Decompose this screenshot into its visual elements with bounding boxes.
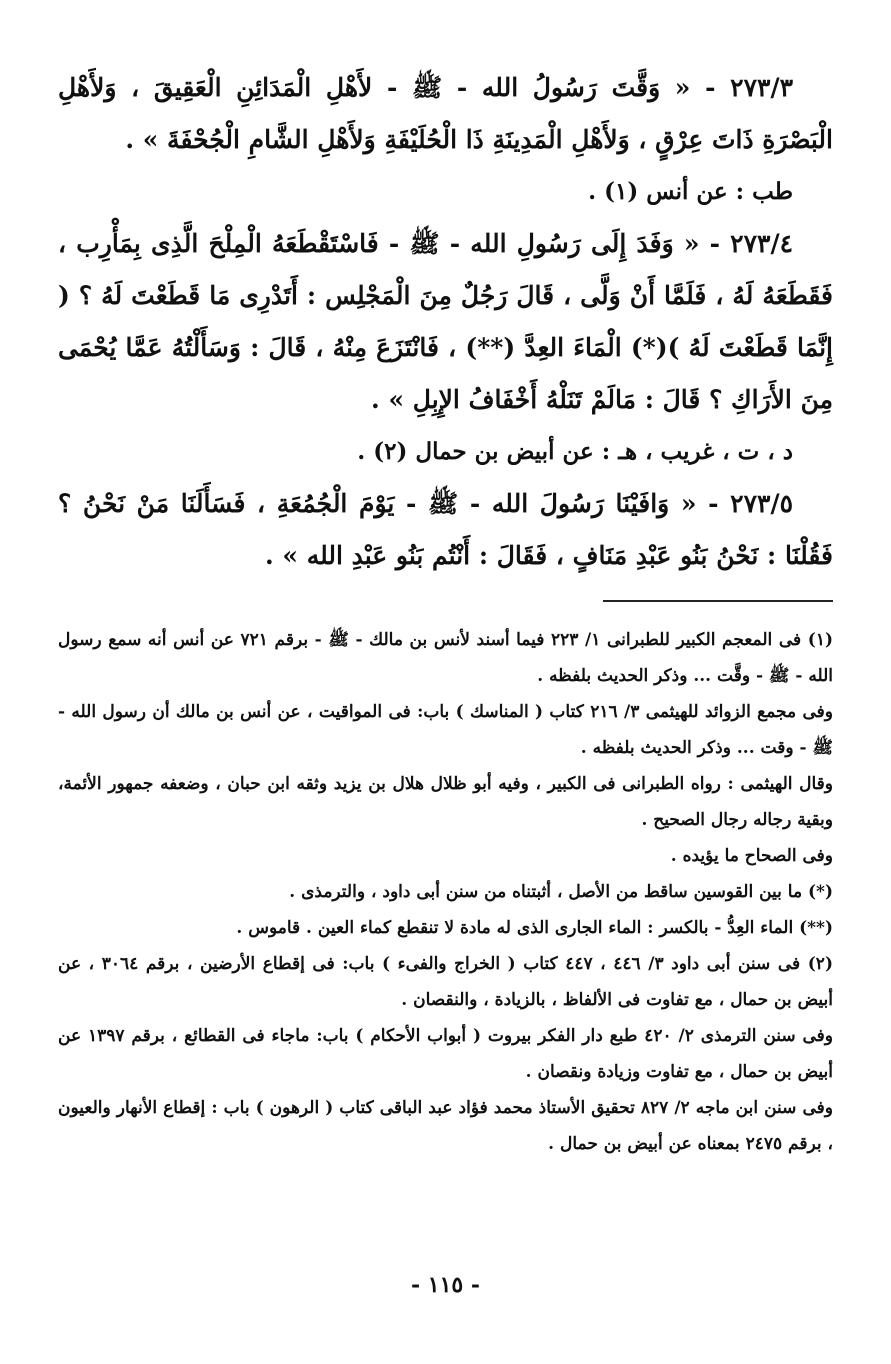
footnote-1-haythami: وقال الهيثمى : رواه الطبرانى فى الكبير ، وفيه أبو ظلال هلال بن يزيد وثقه ابن حبان ، وضعفه جمهور الأئمة، وبقية رجاله رجال الصحيح . <box>58 774 833 830</box>
hadith-273-4-source: د ، ت ، غريب ، هـ : عن أبيض بن حمال (٢) . <box>357 438 793 465</box>
hadith-273-3: ٢٧٣/٣ - « وَقَّتَ رَسُولُ الله - ﷺ - لأَهْلِ الْمَدَائِنِ الْعَقِيقَ ، وَلأَهْلِ الْبَصْرَةِ ذَاتَ عِرْقٍ ، وَلأَهْلِ الْمَدِينَةِ ذَا الْحُلَيْفَةِ وَلأَهْلِ الشَّامِ الْجُحْفَةَ » . <box>58 73 833 154</box>
footnote-2-ibn-majah: وفى سنن ابن ماجه ٢/ ٨٢٧ تحقيق الأستاذ محمد فؤاد عبد الباقى كتاب ( الرهون ) باب : إقطاع الأنهار والعيون ، برقم ٢٤٧٥ بمعناه عن أبيض بن حمال . <box>58 1098 833 1154</box>
page-number: - ١١٥ - <box>410 1272 481 1298</box>
footnote-star: (*) ما بين القوسين ساقط من الأصل ، أثبتناه من سنن أبى داود ، والترمذى . <box>289 882 833 902</box>
footnote-1-majma: وفى مجمع الزوائد للهيثمى ٣/ ٢١٦ كتاب ( المناسك ) باب: فى المواقيت ، عن أنس بن مالك أن رسول الله - ﷺ - وقت ... وذكر الحديث بلفظه . <box>58 702 833 758</box>
footnote-1-sihah: وفى الصحاح ما يؤيده . <box>670 846 833 866</box>
hadith-273-3-source: طب : عن أنس (١) . <box>588 178 793 205</box>
footnote-2-tirmidhi: وفى سنن الترمذى ٢/ ٤٢٠ طبع دار الفكر بيروت ( أبواب الأحكام ) باب: ماجاء فى القطائع ، برقم ١٣٩٧ عن أبيض بن حمال ، مع تفاوت وزيادة ونقصان . <box>58 1026 833 1082</box>
hadith-273-5: ٢٧٣/٥ - « وَافَيْنَا رَسُولَ الله - ﷺ - يَوْمَ الْجُمُعَةِ ، فَسَأَلَنَا مَنْ نَحْنُ ؟ فَقُلْنَا : نَحْنُ بَنُو عَبْدِ مَنَافٍ ، فَقَالَ : أَنْتُم بَنُو عَبْدِ الله » . <box>58 489 833 570</box>
footnote-separator <box>603 600 833 602</box>
book-page <box>58 62 833 1332</box>
main-text <box>58 62 833 582</box>
footnote-1: (١) فى المعجم الكبير للطبرانى ١/ ٢٢٣ فيما أسند لأنس بن مالك - ﷺ - برقم ٧٢١ عن أنس أنه سمع رسول الله - ﷺ - وقَّت ... وذكر الحديث بلفظه . <box>58 630 833 686</box>
footnote-double-star: (**) الماء العِدُّ - بالكسر : الماء الجارى الذى له مادة لا تنقطع كماء العين . قاموس . <box>236 918 833 938</box>
footnote-2: (٢) فى سنن أبى داود ٣/ ٤٤٦ ، ٤٤٧ كتاب ( الخراج والفىء ) باب: فى إقطاع الأرضين ، برقم ٣٠٦٤ ، عن أبيض بن حمال ، مع تفاوت فى الألفاظ ، بالزيادة ، والنقصان . <box>58 954 833 1010</box>
footnotes <box>58 622 833 1162</box>
hadith-273-4: ٢٧٣/٤ - « وَفَدَ إِلَى رَسُولِ الله - ﷺ - فَاسْتَقْطَعَهُ الْمِلْحَ الَّذِى بِمَأْرِب ، فَقَطَعَهُ لَهُ ، فَلَمَّا أَنْ وَلَّى ، قَالَ رَجُلٌ مِنَ الْمَجْلِس : أَتَدْرِى مَا قَطَعْتَ لَهُ ؟ ( إِنَّمَا قَطَعْتَ لَهُ )(*) الْمَاءَ العِدَّ (**) ، فَانْتَزَعَ مِنْهُ ، قَالَ : وَسَأَلْتُهُ عَمَّا يُحْمَى مِنَ الأَرَاكِ ؟ قَالَ : مَالَمْ تَنَلْهُ أَخْفَافُ الإِبِلِ » . <box>58 229 833 414</box>
